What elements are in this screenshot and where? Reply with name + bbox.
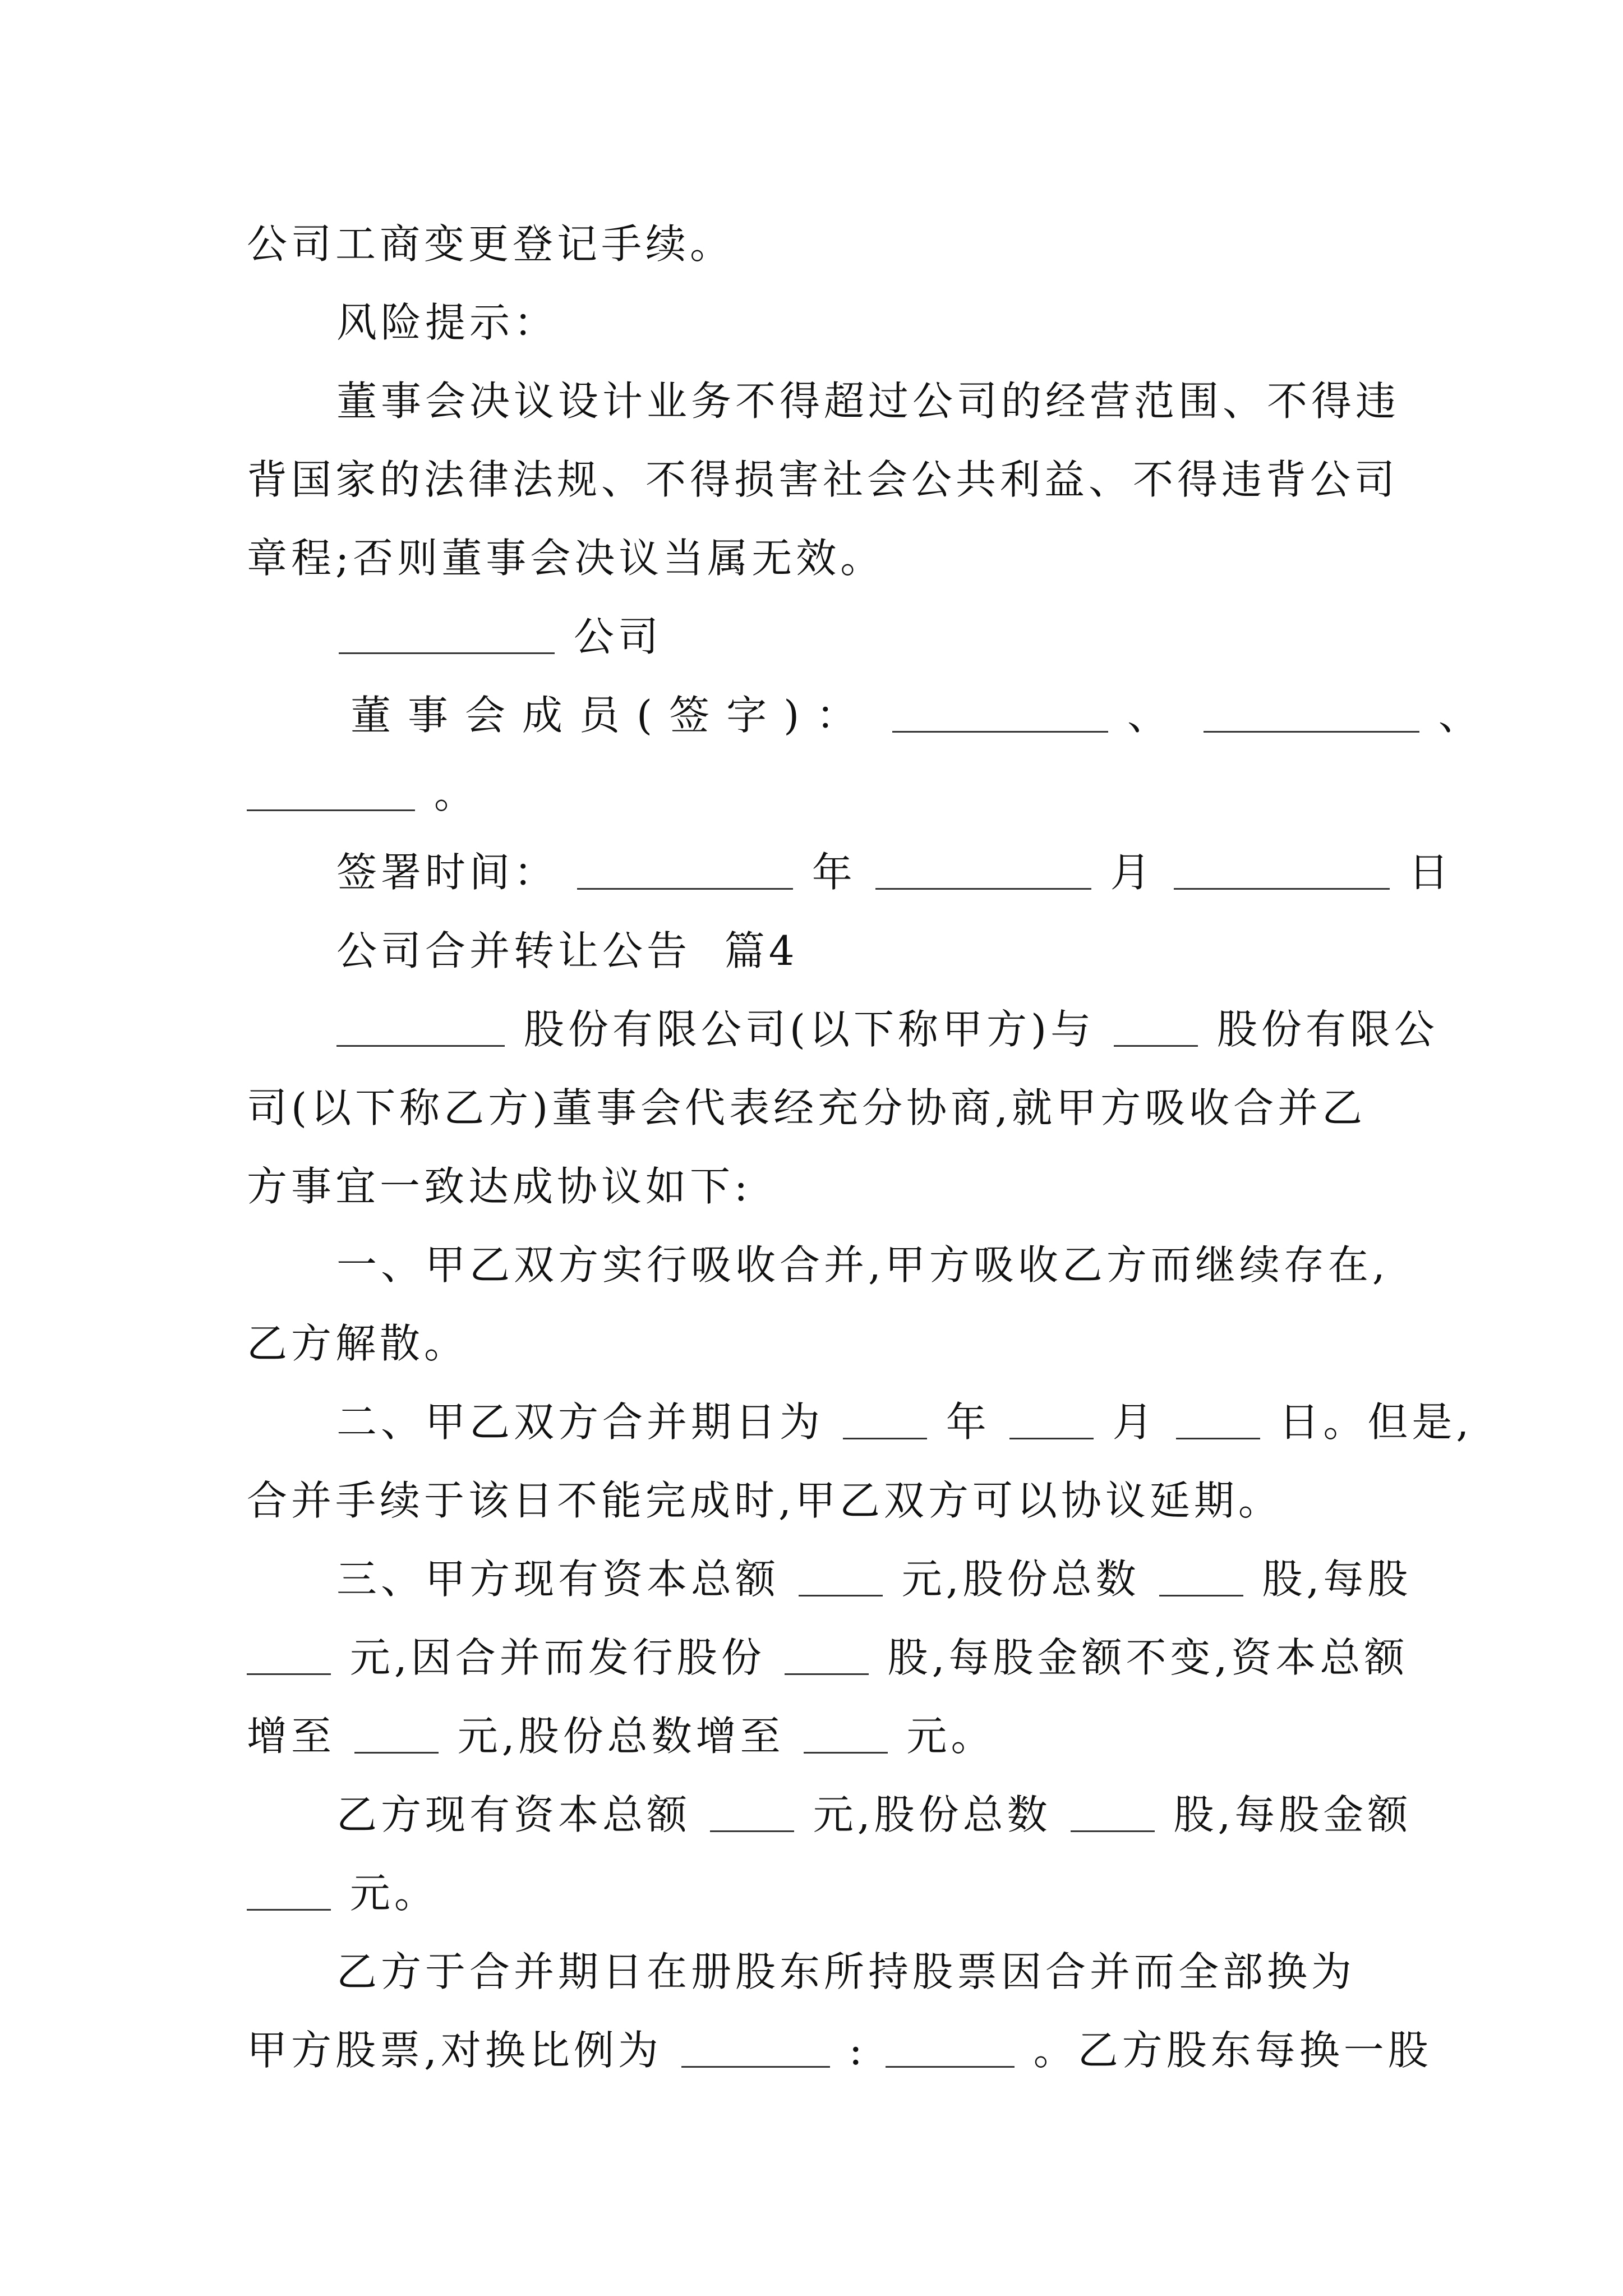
- fill-in-blank: [886, 2030, 1015, 2068]
- text: 背国家的法律法规、不得损害社会公共利益、不得违背公司: [247, 456, 1399, 503]
- paragraph-line: [336, 1775, 1412, 1854]
- text: 乙方现有资本总额: [336, 1791, 691, 1838]
- fill-in-blank: [1176, 1402, 1260, 1439]
- paragraph-line: [247, 1461, 1391, 1540]
- paragraph-line: [247, 2011, 1432, 2090]
- fill-in-blank: [247, 1873, 331, 1911]
- text: 股,每股金额不变,资本总额: [887, 1634, 1409, 1681]
- text: 元。: [906, 1713, 995, 1760]
- fill-in-blank: [577, 852, 793, 890]
- fill-in-blank: [1174, 852, 1390, 890]
- fill-in-blank: [247, 1637, 331, 1675]
- fill-in-blank: [875, 852, 1091, 890]
- text: :: [849, 2027, 866, 2074]
- fill-in-blank: [339, 616, 555, 654]
- text: 元,因合并而发行股份: [349, 1634, 766, 1681]
- text: 司(以下称乙方)董事会代表经充分协商,就甲方吸收合并乙: [247, 1084, 1367, 1131]
- paragraph-line: [247, 519, 1391, 597]
- fill-in-blank: [1071, 1795, 1155, 1832]
- paragraph-line: [336, 1932, 1391, 2011]
- text: 乙方解散。: [247, 1320, 469, 1367]
- fill-in-blank: [354, 1716, 439, 1754]
- text: 股份有限公: [1216, 1006, 1438, 1053]
- article-title: [336, 912, 1391, 990]
- text: 公司工商变更登记手续。: [247, 220, 735, 268]
- fill-in-blank: [1114, 1009, 1198, 1047]
- text: 股,每股金额: [1173, 1791, 1412, 1838]
- text: 公司: [573, 613, 662, 660]
- fill-in-blank: [336, 1009, 505, 1047]
- signature-line-cont: [247, 754, 1391, 833]
- text: 董事会决议设计业务不得超过公司的经营范围、不得违: [336, 378, 1400, 425]
- text: 、: [1127, 692, 1184, 739]
- fill-in-blank: [710, 1795, 794, 1832]
- text: 、: [1438, 692, 1483, 739]
- paragraph-line: [247, 1304, 1391, 1383]
- text: 甲方股票,对换比例为: [247, 2027, 662, 2074]
- fill-in-blank: [1009, 1402, 1094, 1439]
- text: 年: [811, 849, 856, 896]
- text: 。乙方股东每换一股: [1033, 2027, 1432, 2074]
- signing-date-line: [336, 833, 1453, 912]
- paragraph-line: [336, 1226, 1391, 1304]
- text: 合并手续于该日不能完成时,甲乙双方可以协议延期。: [247, 1477, 1283, 1524]
- text: 日。但是,: [1279, 1398, 1473, 1446]
- text: 方事宜一致达成协议如下:: [247, 1163, 752, 1210]
- paragraph-line: [247, 440, 1399, 519]
- paragraph-line: [247, 1854, 1391, 1932]
- text: 风险提示：: [336, 299, 559, 346]
- paragraph-line: [247, 205, 1391, 283]
- fill-in-blank: [1159, 1559, 1243, 1596]
- fill-in-blank: [1204, 695, 1419, 733]
- paragraph-line: [336, 1540, 1412, 1618]
- fill-in-blank: [804, 1716, 888, 1754]
- paragraph-line: [247, 1069, 1391, 1147]
- section-heading: [336, 283, 1391, 362]
- paragraph-line: [247, 1618, 1409, 1697]
- fill-in-blank: [681, 2030, 830, 2068]
- text: 章程;否则董事会决议当属无效。: [247, 535, 885, 582]
- paragraph-line: [247, 1147, 1391, 1226]
- text: 签署时间：: [336, 849, 559, 896]
- fill-in-blank: [799, 1559, 883, 1596]
- text: 股份有限公司(以下称甲方)与: [523, 1006, 1095, 1053]
- fill-in-blank: [785, 1637, 869, 1675]
- paragraph-line: [336, 362, 1400, 440]
- text: 乙方于合并期日在册股东所持股票因合并而全部换为: [336, 1948, 1356, 1995]
- paragraph-line: [336, 1383, 1473, 1461]
- text: 公司合并转让公告 篇4: [336, 927, 799, 974]
- fill-in-blank: [892, 695, 1108, 733]
- text: 增至: [247, 1713, 336, 1760]
- text: 股,每股: [1262, 1556, 1412, 1603]
- text: 日: [1408, 849, 1453, 896]
- text: 年: [946, 1398, 990, 1446]
- text: 元。: [349, 1870, 439, 1917]
- fill-in-blank: [247, 774, 415, 811]
- paragraph-line: [247, 1697, 1391, 1775]
- text: 三、甲方现有资本总额: [336, 1556, 780, 1603]
- text: 二、甲乙双方合并期日为: [336, 1398, 824, 1446]
- signature-line: [351, 676, 1483, 754]
- text: 元,股份总数增至: [457, 1713, 785, 1760]
- text: 董事会成员(签字)：: [351, 692, 874, 739]
- paragraph-line: [336, 990, 1438, 1069]
- text: 元,股份总数: [901, 1556, 1140, 1603]
- text: 元,股份总数: [813, 1791, 1052, 1838]
- fill-in-blank: [843, 1402, 927, 1439]
- text: 月: [1110, 849, 1155, 896]
- text: 一、甲乙双方实行吸收合并,甲方吸收乙方而继续存在,: [336, 1241, 1389, 1289]
- text: 月: [1112, 1398, 1157, 1446]
- text: 。: [434, 770, 478, 817]
- company-name-line: [336, 597, 1391, 676]
